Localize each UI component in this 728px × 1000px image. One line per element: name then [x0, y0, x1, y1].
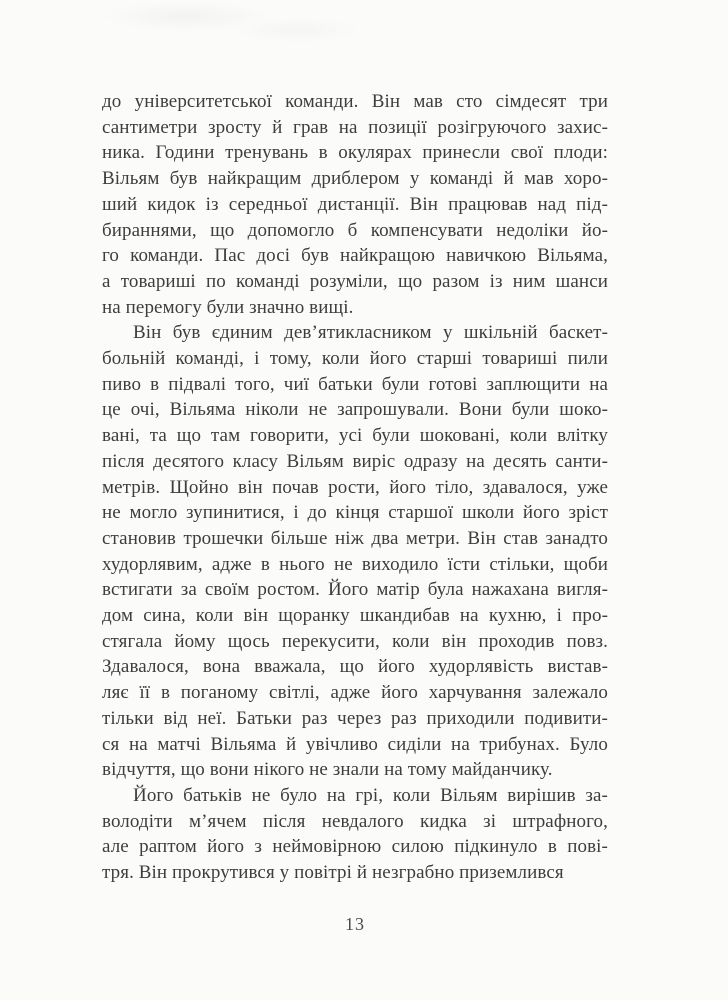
- text-line: встигати за своїм ростом. Його матір була нажахана вигля-: [102, 579, 608, 601]
- text-line: це очі, Вільяма ніколи не запрошували. Вони були шоко-: [102, 399, 608, 421]
- text-line: а товариші по команді розуміли, що разом із ним шанси: [102, 270, 608, 292]
- text-line: ника. Години тренувань в окулярах принесли свої плоди:: [102, 142, 608, 164]
- text-line: Його батьків не було на грі, коли Вільям вирішив за-: [133, 784, 608, 806]
- text-line: відчуття, що вони нікого не знали на тому майданчику.: [102, 759, 553, 781]
- text-line: вані, та що там говорити, усі були шоковані, коли влітку: [102, 425, 608, 447]
- text-line: сантиметри зросту й грав на позиції розігруючого захис-: [102, 116, 608, 138]
- scan-smudge-artifact: [90, 0, 410, 55]
- text-line: володіти м’ячем після невдалого кидка зі штрафного,: [102, 810, 608, 832]
- text-line: худорлявим, адже в нього не виходило їсти стільки, щоби: [102, 553, 608, 575]
- text-line: бираннями, що допомогло б компенсувати недоліки йо-: [102, 219, 608, 241]
- text-line: метрів. Щойно він почав рости, його тіло, здавалося, уже: [102, 476, 608, 498]
- text-line: становив трошечки більше ніж два метри. Він став занадто: [102, 527, 608, 549]
- text-line: го команди. Пас досі був найкращою навичкою Вільяма,: [102, 245, 608, 267]
- text-line: Він був єдиним дев’ятикласником у шкільній баскет-: [133, 322, 608, 344]
- text-line: пиво в підвалі того, чиї батьки були готові заплющити на: [102, 373, 608, 395]
- text-line: до університетської команди. Він мав сто сімдесят три: [102, 91, 608, 112]
- page-number: 13: [345, 914, 365, 934]
- text-line: Здавалося, вона вважала, що його худорлявість вистав-: [102, 656, 608, 678]
- text-line: але раптом його з неймовірною силою підкинуло в пові-: [102, 836, 608, 858]
- text-line: Вільям був найкращим дриблером у команді й мав хоро-: [102, 168, 608, 190]
- paragraph: [102, 89, 608, 320]
- text-line: тільки від неї. Батьки раз через раз приходили подивити-: [102, 707, 608, 729]
- paragraph: [102, 320, 608, 783]
- text-line: ший кидок із середньої дистанції. Він працював над під-: [102, 193, 608, 215]
- text-line: стягала йому щось перекусити, коли він проходив повз.: [102, 630, 608, 652]
- body-text: [102, 89, 608, 886]
- text-line: больній команді, і тому, коли його старші товариші пили: [102, 348, 608, 370]
- text-line: ляє її в поганому світлі, адже його харчування залежало: [102, 682, 608, 704]
- text-line: після десятого класу Вільям виріс одразу на десять санти-: [102, 450, 608, 472]
- text-line: не могло зупинитися, і до кінця старшої школи його зріст: [102, 502, 608, 524]
- text-line: на перемогу були значно вищі.: [102, 296, 354, 318]
- text-line: дом сина, коли він щоранку шкандибав на кухню, і про-: [102, 605, 608, 627]
- text-line: тря. Він прокрутився у повітрі й незграбно приземлився: [102, 862, 564, 884]
- text-line: ся на матчі Вільяма й увічливо сиділи на трибунах. Було: [102, 733, 608, 755]
- paragraph: [102, 783, 608, 886]
